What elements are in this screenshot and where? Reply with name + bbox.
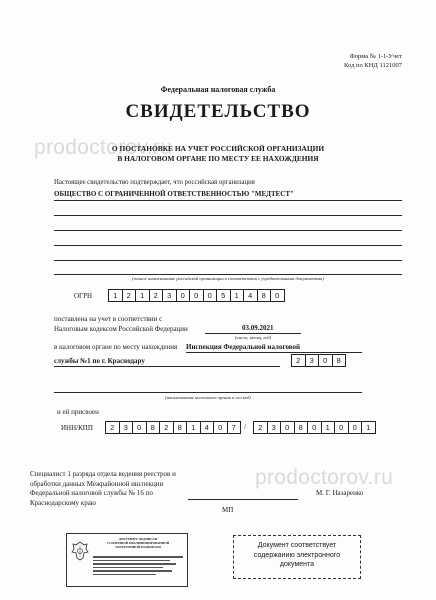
signer-position-line-4: Краснодарскому краю: [30, 498, 97, 507]
electronic-document-notice: [233, 535, 361, 579]
tax-office-name-part-2: службы №1 по г. Краснодару: [54, 357, 145, 365]
kpp-digit: 1: [366, 423, 371, 432]
kpp-digit: 0: [281, 422, 295, 433]
org-name-line-3: [54, 230, 402, 231]
tax-office-code-cells: [291, 354, 346, 367]
organization-name: ОБЩЕСТВО С ОГРАНИЧЕННОЙ ОТВЕТСТВЕННОСТЬЮ "МЕДТЕСТ": [54, 190, 294, 198]
registered-line-1: поставлена на учет в соответствии с: [54, 315, 163, 323]
inn-digit: 8: [174, 422, 188, 433]
stamp-line-1: ДОКУМЕНТ ПОДПИСАН: [118, 537, 158, 541]
service-name: Федеральная налоговая служба: [160, 85, 276, 94]
tax-office-line-1: [186, 352, 362, 353]
ogrn-label: ОГРН: [74, 292, 93, 300]
inn-digit: 4: [201, 422, 215, 433]
tax-office-prefix: в налоговом органе по месту нахождения: [54, 343, 178, 351]
ogrn-digit: 4: [244, 290, 258, 301]
ogrn-digit: 1: [109, 290, 123, 301]
date-caption: (число, месяц, год): [234, 335, 272, 340]
signature-line: [188, 499, 298, 500]
inn-digit: 0: [133, 422, 147, 433]
inn-digit: 3: [120, 422, 134, 433]
stamp-line-2: УСИЛЕННОЙ КВАЛИФИЦИРОВАННОЙ: [106, 541, 170, 546]
stamp-line-3: ЭЛЕКТРОННОЙ ПОДПИСЬЮ: [115, 545, 161, 550]
inn-digit: 7: [231, 423, 236, 432]
notice-line-3: документа: [279, 561, 315, 568]
watermark-top: prodoctorov.ru: [34, 136, 173, 159]
tax-office-code-digit: 0: [319, 355, 333, 366]
ogrn-digit: 1: [136, 290, 150, 301]
org-name-line-6: [54, 274, 402, 275]
tax-office-code-digit: 2: [292, 355, 306, 366]
kpp-digit: 1: [322, 422, 336, 433]
org-name-caption: (полное наименование российской организации в соответствии с учредительными документами): [132, 276, 324, 281]
inn-digit: 8: [147, 422, 161, 433]
registered-line-2: Налоговым кодексом Российской Федерации: [54, 325, 188, 333]
ogrn-digit: 1: [231, 290, 245, 301]
document-subtitle: [90, 144, 346, 164]
tax-office-line-3: [54, 392, 362, 393]
signer-position-line-2: обработки данных Межрайонной инспекции: [30, 479, 164, 488]
org-name-line-2: [54, 215, 402, 216]
kpp-digit: 3: [268, 422, 282, 433]
ogrn-digit: 0: [177, 290, 191, 301]
registration-date: 03.09.2021: [242, 324, 274, 332]
tax-office-code-digit: 8: [336, 356, 341, 365]
signer-name: М. Г. Назаренко: [316, 489, 364, 497]
org-name-line-5: [54, 260, 402, 261]
signer-position-line-1: Специалист 1 разряда отдела ведения реестров и: [30, 470, 176, 478]
document-title: СВИДЕТЕЛЬСТВО: [125, 101, 311, 122]
tax-office-line-2: [54, 366, 280, 367]
org-name-line-1: [54, 200, 402, 201]
ogrn-digit: 8: [258, 290, 272, 301]
notice-line-2: содержанию электронного: [253, 551, 341, 559]
ogrn-digit: 0: [275, 291, 280, 300]
kpp-digit: 0: [308, 422, 322, 433]
inn-digit: 2: [160, 422, 174, 433]
inn-cells: [105, 421, 241, 434]
signer-position-line-3: Федеральной налоговой службы № 16 по: [30, 489, 153, 497]
coat-of-arms-icon: [70, 540, 90, 562]
assigned-label: и ей присвоен: [57, 408, 99, 416]
inn-kpp-separator: /: [244, 423, 246, 431]
ogrn-digit: 0: [190, 290, 204, 301]
form-number: Форма № 1-1-Учет: [349, 53, 402, 60]
subtitle-line-2: В НАЛОГОВОМ ОРГАНЕ ПО МЕСТУ ЕЕ НАХОЖДЕНИЯ: [117, 154, 319, 163]
subtitle-line-1: О ПОСТАНОВКЕ НА УЧЕТ РОССИЙСКОЙ ОРГАНИЗАЦИИ: [111, 144, 325, 153]
inn-digit: 0: [214, 422, 228, 433]
ogrn-digit: 2: [123, 290, 137, 301]
tax-office-code-digit: 3: [306, 355, 320, 366]
confirm-text: Настоящее свидетельство подтверждает, что российская организация: [54, 179, 255, 186]
stamp-heading: [93, 537, 183, 550]
seal-label: МП: [222, 506, 234, 514]
tax-office-caption: (наименование налогового органа и его код): [165, 395, 251, 400]
kpp-digit: 8: [295, 422, 309, 433]
kpp-digit: 2: [254, 422, 268, 433]
form-knd: Код по КНД 1121007: [344, 62, 402, 69]
form-code-block: [344, 52, 402, 70]
notice-line-1: Документ соответствует: [257, 542, 337, 549]
ogrn-digit: 3: [163, 290, 177, 301]
inn-kpp-label: ИНН/КПП: [61, 424, 93, 432]
ogrn-digit: 5: [217, 290, 231, 301]
kpp-cells: [253, 421, 376, 434]
inn-digit: 1: [187, 422, 201, 433]
ogrn-digit: 0: [204, 290, 218, 301]
watermark-bottom: prodoctorov.ru: [255, 466, 394, 489]
signer-position: [30, 470, 176, 508]
inn-digit: 2: [106, 422, 120, 433]
kpp-digit: 0: [335, 422, 349, 433]
kpp-digit: 0: [349, 422, 363, 433]
electronic-signature-stamp: [66, 533, 188, 587]
tax-office-name-part-1: Инспекция Федеральной налоговой: [186, 343, 301, 351]
date-line: [205, 333, 301, 334]
ogrn-cells: [108, 289, 285, 302]
stamp-details: [93, 554, 183, 577]
ogrn-digit: 2: [150, 290, 164, 301]
org-name-line-4: [54, 245, 402, 246]
